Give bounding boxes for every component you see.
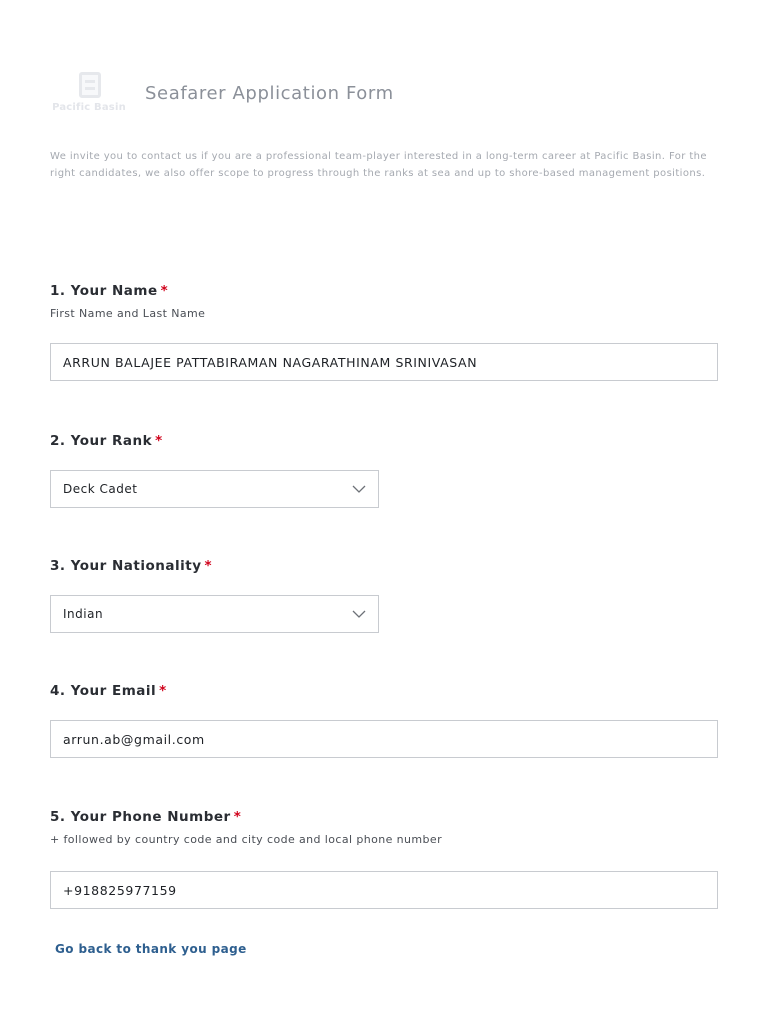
logo-mark-icon [79,72,101,98]
nationality-selected-value: Indian [63,607,104,621]
logo-text: Pacific Basin [52,102,126,113]
intro-text: We invite you to contact us if you are a professional team-player interested in a long-term career at Pacific Basin. For the right candidates, we also offer scope to progress through the ranks at sea and up to shore-based management positions. [50,151,707,179]
phone-field-group [50,808,718,898]
nationality-field-group [50,557,718,621]
nationality-select[interactable] [50,595,379,633]
required-marker: * [233,809,242,825]
name-input[interactable]: ARRUN BALAJEE PATTABIRAMAN NAGARATHINAM SRINIVASAN [50,343,718,381]
nationality-label: 3. Your Nationality * [50,558,213,574]
required-marker: * [155,433,163,449]
email-label: 4. Your Email * [50,683,167,699]
chevron-down-icon [352,609,366,619]
phone-label: 5. Your Phone Number * [50,809,242,825]
pacific-basin-logo [52,70,126,118]
rank-label: 2. Your Rank * [50,433,163,449]
chevron-down-icon [352,484,366,494]
rank-selected-value: Deck Cadet [63,482,138,496]
email-input[interactable]: arrun.ab@gmail.com [50,720,718,758]
name-label: 1. Your Name * [50,283,169,299]
required-marker: * [159,683,167,699]
rank-select[interactable] [50,470,379,508]
required-marker: * [204,558,213,574]
back-to-thank-you-link[interactable]: Go back to thank you page [55,942,247,956]
email-field-group [50,682,718,747]
phone-hint: + followed by country code and city code and local phone number [50,833,442,846]
name-hint: First Name and Last Name [50,307,206,320]
form-header [50,70,718,120]
rank-field-group [50,432,718,496]
page-title: Seafarer Application Form [145,83,394,104]
required-marker: * [160,283,169,299]
name-field-group [50,282,718,370]
phone-input[interactable]: +918825977159 [50,871,718,909]
